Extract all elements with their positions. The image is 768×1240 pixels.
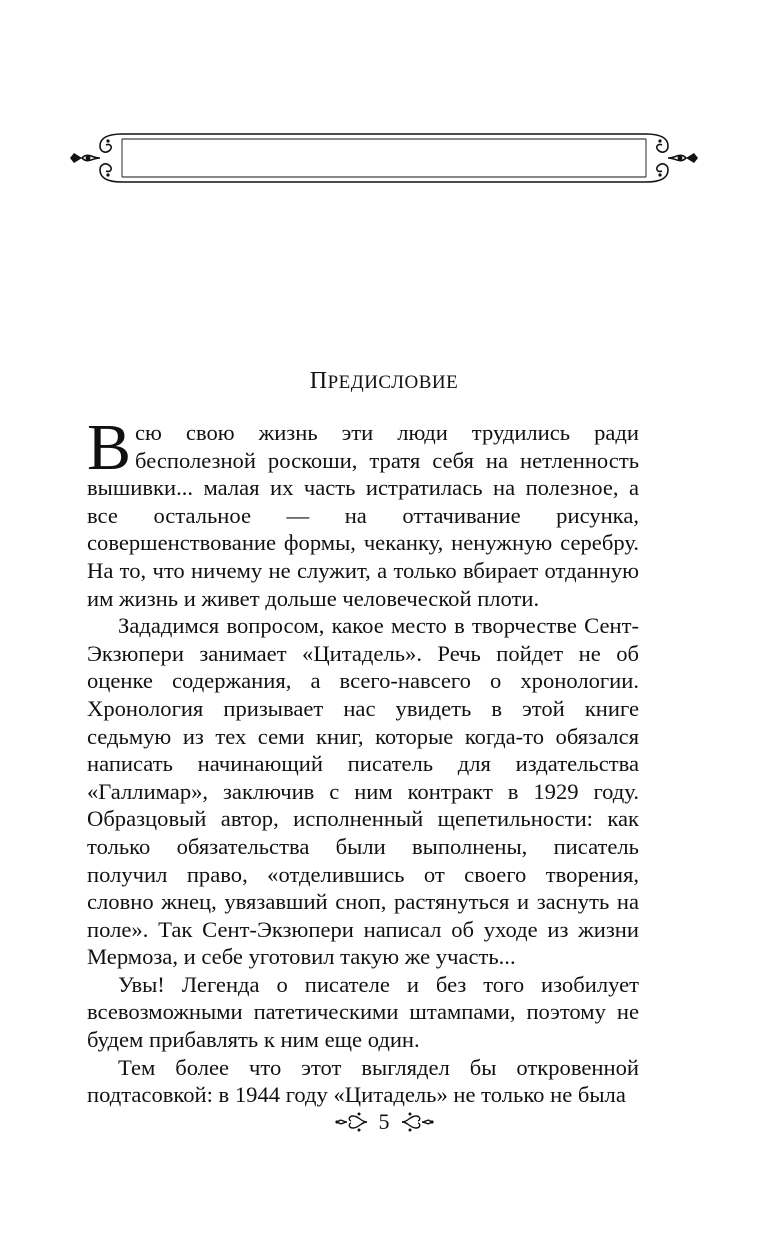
drop-cap: В bbox=[87, 411, 132, 484]
page-number: 5 bbox=[378, 1109, 390, 1134]
page-footer bbox=[0, 1108, 768, 1136]
heading-first-letter: П bbox=[309, 368, 328, 394]
paragraph-1 bbox=[87, 411, 639, 612]
footer-ornament-left-icon bbox=[335, 1111, 369, 1133]
heading-rest: РЕДИСЛОВИЕ bbox=[327, 372, 459, 393]
header-ornament-frame bbox=[68, 128, 700, 188]
paragraph-3: Увы! Легенда о писателе и без того изобилует всевозможными патетическими штампами, поэтому не будем прибавлять к ним еще один. bbox=[87, 971, 639, 1053]
paragraph-4: Тем более что этот выглядел бы откровенной подтасовкой: в 1944 году «Цитадель» не только не была bbox=[87, 1054, 639, 1108]
paragraph-1-text: сю свою жизнь эти люди трудились ради бесполезной роскоши, тратя себя на нетленность вышивки... малая их часть истратилась на полезное, а все остальное — на оттачивание рисунка, совершенствование формы, чеканку, ненужную серебру. На то, что ничему не служит, а только вбирает отданную им жизнь и живет дольше человеческой плоти. bbox=[87, 420, 639, 611]
body-text bbox=[87, 411, 639, 1109]
chapter-heading bbox=[0, 368, 768, 395]
footer-ornament-right-icon bbox=[400, 1111, 434, 1133]
paragraph-2: Зададимся вопросом, какое место в творчестве Сент-Экзюпери занимает «Цитадель». Речь пойдет не об оценке содержания, а всего-навсего о хронологии. Хронология призывает нас увидеть в этой книге седьмую из тех семи книг, которые когда-то обязался написать начинающий писатель для издательства «Галлимар», заключив с ним контракт в 1929 году. Образцовый автор, исполненный щепетильности: как только обязательства были выполнены, писатель получил право, «отделившись от своего творения, словно жнец, увязавший сноп, растянуться и заснуть на поле». Так Сент-Экзюпери написал об уходе из жизни Мермоза, и себе уготовил такую же участь... bbox=[87, 613, 639, 970]
